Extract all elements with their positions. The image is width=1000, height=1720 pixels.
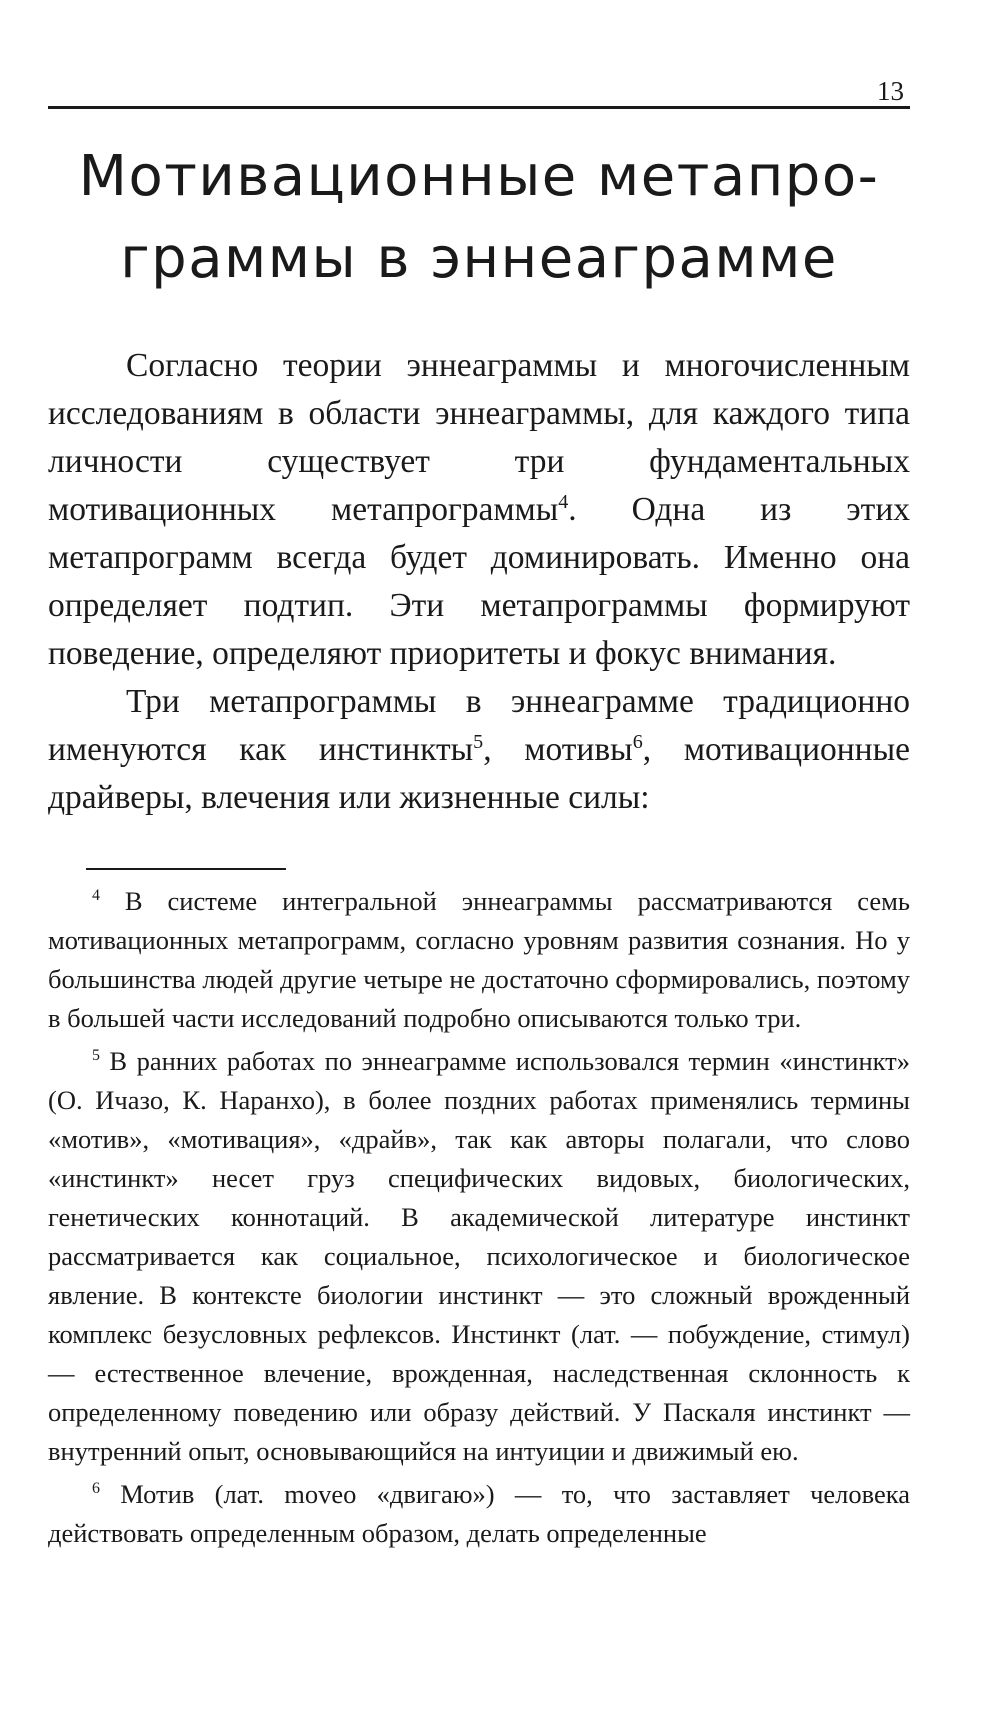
paragraph-2-text-1: Три метапрограммы в эннеаграмме традиционно именуются как инстинкты [48, 683, 910, 768]
footnote-4 [48, 882, 910, 1038]
footnote-marker-4: 4 [92, 887, 100, 905]
paragraph-2-text-3: , мотивационные драйверы, влечения или жизненные силы: [48, 731, 910, 816]
footnote-marker-6: 6 [92, 1480, 100, 1498]
chapter-title-line-1: Мотивационные метапро- [78, 144, 880, 209]
footnotes [48, 882, 910, 1557]
paragraph-1-tail: . Одна из этих метапрограмм всегда будет доминировать. Именно она определяет подтип. Эти метапрограммы формируют поведение, определяют приоритеты и фокус внимания. [48, 491, 911, 672]
page-number: 13 [877, 76, 904, 106]
header-rule [48, 106, 910, 109]
footnote-4-text: В системе интегральной эннеаграммы рассматриваются семь мотивационных метапрограмм, согласно уровням развития сознания. Но у большинства людей другие четыре не достаточно сформировались, поэтому в большей части исследований подробно описываются только три. [48, 886, 910, 1033]
footnote-5-text: В ранних работах по эннеаграмме использовался термин «инстинкт» (О. Ичазо, К. Наранхо), в более поздних работах применялись термины «мотив», «мотивация», «драйв», так как авторы полагали, что слово «инстинкт» несет груз специфических видовых, биологических, генетических коннотаций. В академической литературе инстинкт рассматривается как социальное, психологическое и биологическое явление. В контексте биологии инстинкт — это сложный врожденный комплекс безусловных рефлексов. Инстинкт (лат. — побуждение, стимул) — естественное влечение, врожденная, наследственная склонность к определенному поведению или образу действий. У Паскаля инстинкт — внутренний опыт, основывающийся на интуиции и движимый ею. [48, 1046, 910, 1466]
paragraph-2 [48, 678, 910, 822]
footnote-6-text: Мотив (лат. moveo «двигаю») — то, что заставляет человека действовать определенным образом, делать определенные [48, 1479, 910, 1548]
footnote-5 [48, 1042, 910, 1471]
footnote-ref-4: 4 [558, 490, 569, 513]
footnote-ref-6: 6 [632, 730, 643, 753]
footnote-separator [86, 868, 286, 870]
paragraph-1-text: Согласно теории эннеаграммы и многочисленным исследованиям в области эннеаграммы, для каждого типа личности существует три фундаментальных мотивационных метапрограммы [48, 347, 910, 528]
chapter-title-line-2: граммы в эннеаграмме [120, 226, 838, 291]
chapter-title [48, 136, 910, 300]
paragraph-2-text-2: , мотивы [483, 731, 633, 768]
footnote-6 [48, 1475, 910, 1553]
body-text [48, 342, 910, 822]
footnote-ref-5: 5 [473, 730, 484, 753]
paragraph-1 [48, 342, 910, 678]
footnote-marker-5: 5 [92, 1047, 100, 1065]
